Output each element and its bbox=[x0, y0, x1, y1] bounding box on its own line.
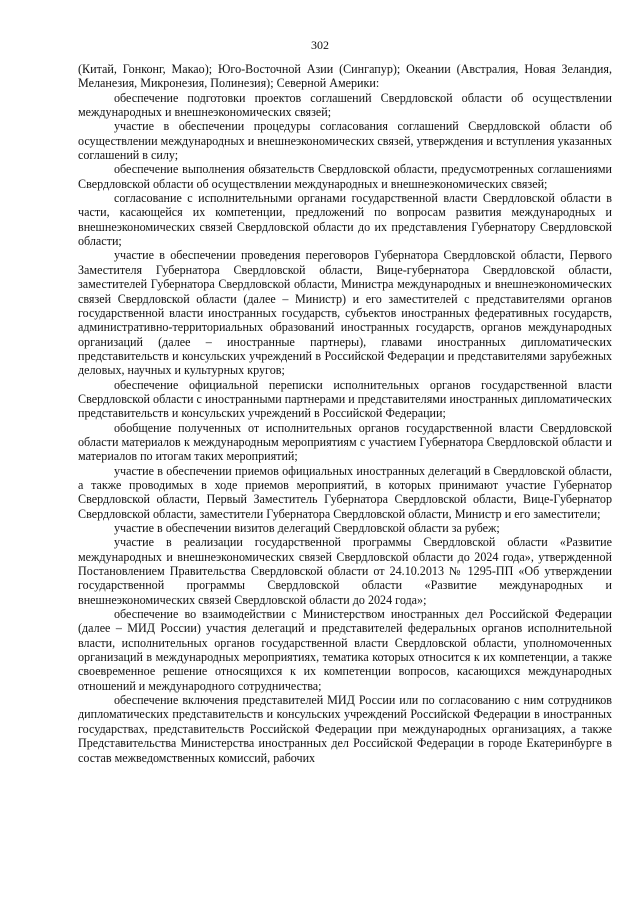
paragraph: участие в реализации государственной программы Свердловской области «Развитие международных и внешнеэкономических связей Свердловской области до 2024 года», утвержденной Постановлением Правительства Свердловской области от 24.10.2013 № 1295-ПП «Об утверждении государственной программы Свердловской области «Развитие международных и внешнеэкономических связей Свердловской области до 2024 года»; bbox=[78, 535, 612, 607]
paragraph: обеспечение выполнения обязательств Свердловской области, предусмотренных соглашениями Свердловской области об осуществлении международных и внешнеэкономических связей; bbox=[78, 162, 612, 191]
paragraph: обеспечение во взаимодействии с Министерством иностранных дел Российской Федерации (далее – МИД России) участия делегаций и представителей федеральных органов исполнительной власти, исполнительных органов государственной власти Свердловской области, уполномоченных организаций в международных мероприятиях, тематика которых относится к их компетенции, а также своевременное решение относящихся к их компетенции вопросов, касающихся международных отношений и международного сотрудничества; bbox=[78, 607, 612, 693]
paragraph-continuation: (Китай, Гонконг, Макао); Юго-Восточной Азии (Сингапур); Океании (Австралия, Новая Зеландия, Меланезия, Микронезия, Полинезия); Северной Америки: bbox=[78, 62, 612, 91]
paragraph: обеспечение включения представителей МИД России или по согласованию с ним сотрудников дипломатических представительств и консульских учреждений Российской Федерации в иностранных государствах, представительств Российской Федерации при международных организациях, а также Представительства Министерства иностранных дел Российской Федерации в городе Екатеринбурге в состав межведомственных комиссий, рабочих bbox=[78, 693, 612, 765]
page-number: 302 bbox=[311, 38, 329, 52]
body-text bbox=[78, 62, 612, 765]
paragraph: обобщение полученных от исполнительных органов государственной власти Свердловской области материалов к международным мероприятиям с участием Губернатора Свердловской области и материалов по итогам таких мероприятий; bbox=[78, 420, 612, 464]
paragraph: участие в обеспечении процедуры согласования соглашений Свердловской области об осуществлении международных и внешнеэкономических связей, утверждения и вступления указанных соглашений в силу; bbox=[78, 119, 612, 163]
paragraph: участие в обеспечении приемов официальных иностранных делегаций в Свердловской области, а также проводимых в ходе приемов мероприятий, в которых принимают участие Губернатор Свердловской области, Первый Заместитель Губернатора Свердловской области, Вице-Губернатор Свердловской области, заместители Губернатора Свердловской области, Министр и его заместители; bbox=[78, 463, 612, 521]
paragraph: обеспечение подготовки проектов соглашений Свердловской области об осуществлении международных и внешнеэкономических связей; bbox=[78, 90, 612, 120]
paragraph: участие в обеспечении визитов делегаций Свердловской области за рубеж; bbox=[114, 521, 500, 535]
paragraph: согласование с исполнительными органами государственной власти Свердловской области в части, касающейся их компетенции, предложений по вопросам развития международных и внешнеэкономических связей Свердловской области до их представления Губернатору Свердловской области; bbox=[78, 191, 612, 249]
paragraph: обеспечение официальной переписки исполнительных органов государственной власти Свердловской области с иностранными партнерами и представителями иностранных дипломатических представительств и консульских учреждений в Российской Федерации; bbox=[78, 377, 612, 421]
paragraph: участие в обеспечении проведения переговоров Губернатора Свердловской области, Первого Заместителя Губернатора Свердловской области, Вице-губернатора Свердловской области, заместителей Губернатора Свердловской области, Министра международных и внешнеэкономических связей Свердловской области (далее – Министр) и его заместителей с представителями органов государственной власти иностранных государств, субъектов иностранных федеративных государств, административно-территориальных образований иностранных государств, органов международных организаций (далее – иностранные партнеры), главами иностранных дипломатических представительств и консульских учреждений в Российской Федерации и представителями зарубежных деловых, научных и культурных кругов; bbox=[78, 248, 612, 378]
